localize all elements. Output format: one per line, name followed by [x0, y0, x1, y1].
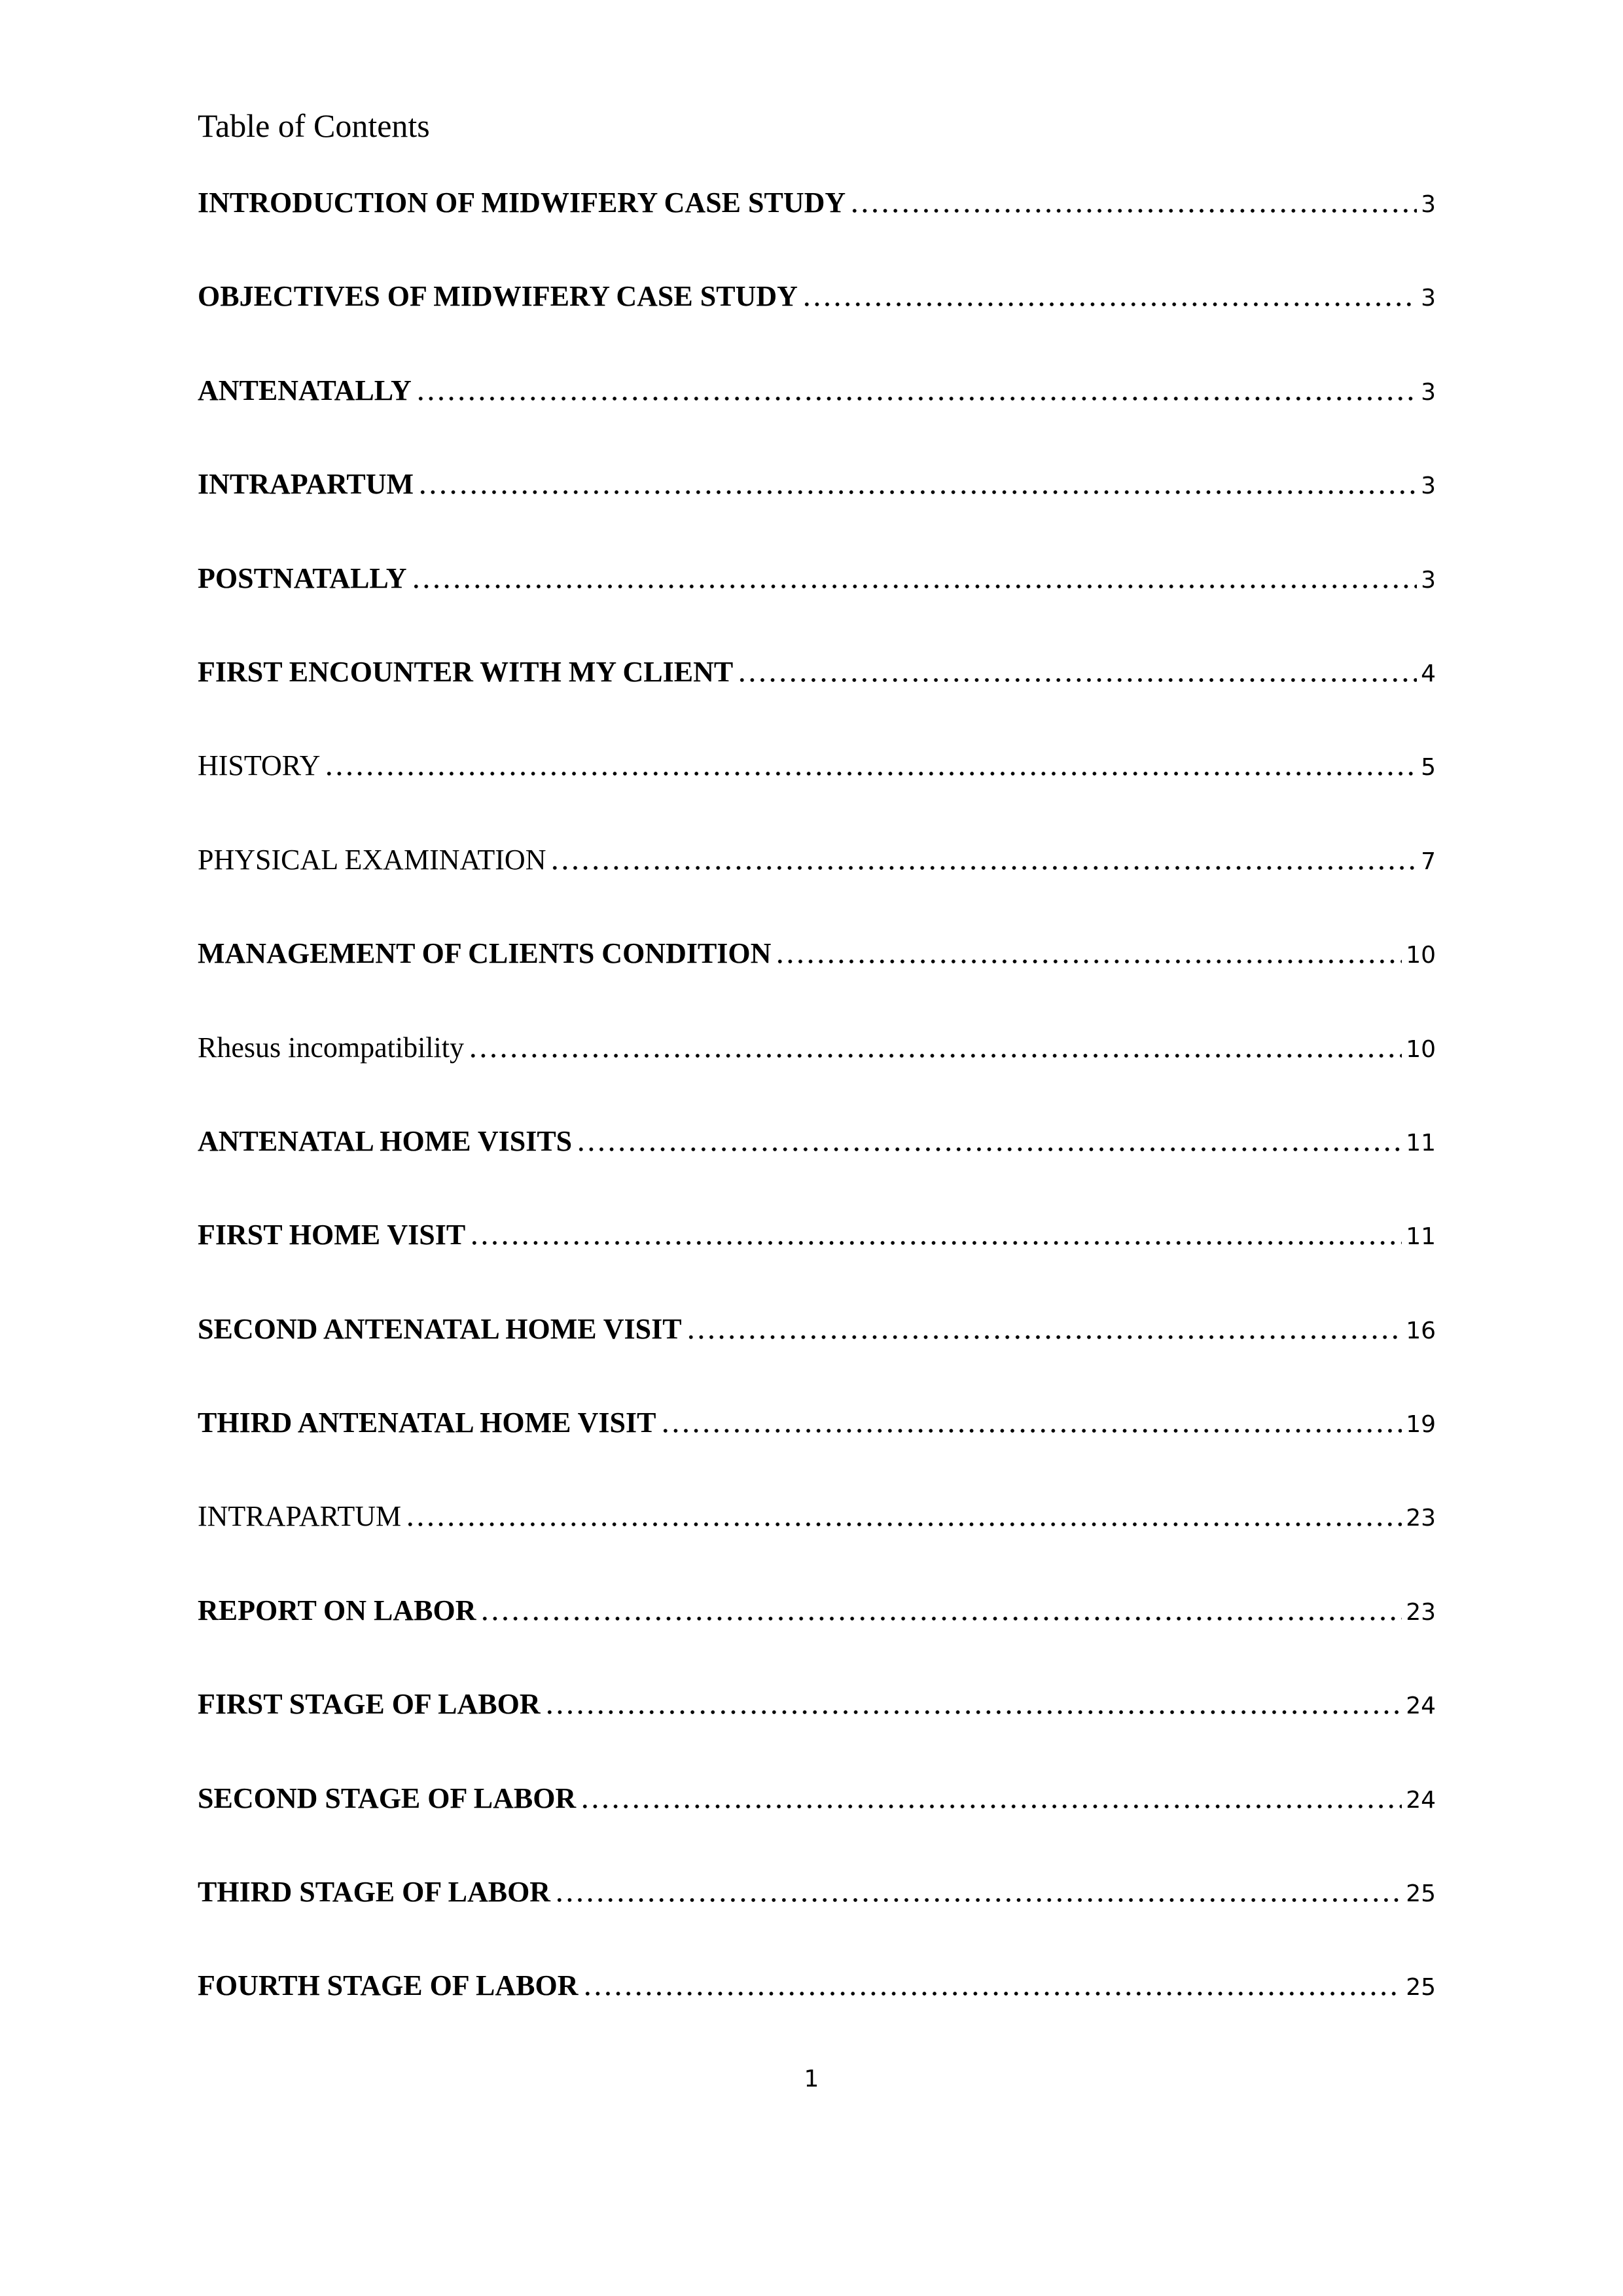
toc-entry-page: 7 — [1421, 848, 1436, 875]
dot-leader — [576, 1139, 1402, 1152]
toc-entry[interactable] — [198, 1591, 1436, 1685]
toc-entry-page: 11 — [1406, 1223, 1436, 1251]
toc-entry-label: SECOND ANTENATAL HOME VISIT — [198, 1312, 682, 1345]
dot-leader — [660, 1420, 1402, 1433]
toc-entry[interactable] — [198, 1497, 1436, 1590]
toc-entry-label: ANTENATALLY — [198, 374, 412, 406]
toc-entry-label: FIRST HOME VISIT — [198, 1219, 466, 1251]
dot-leader — [737, 670, 1417, 683]
toc-entry-label: OBJECTIVES OF MIDWIFERY CASE STUDY — [198, 280, 798, 313]
toc-entry-page: 24 — [1406, 1693, 1436, 1720]
dot-leader — [480, 1608, 1402, 1621]
toc-entry-label: SECOND STAGE OF LABOR — [198, 1782, 577, 1814]
dot-leader — [469, 1232, 1402, 1246]
toc-entry[interactable] — [198, 1779, 1436, 1873]
toc-entry-page: 24 — [1406, 1786, 1436, 1814]
toc-entry[interactable] — [198, 1122, 1436, 1215]
toc-entry-label: FIRST ENCOUNTER WITH MY CLIENT — [198, 655, 734, 688]
toc-entry[interactable] — [198, 371, 1436, 465]
toc-entry[interactable] — [198, 465, 1436, 558]
toc-entry-label: MANAGEMENT OF CLIENTS CONDITION — [198, 937, 772, 970]
toc-list — [198, 183, 1436, 2060]
dot-leader — [686, 1327, 1402, 1340]
toc-entry-page: 3 — [1421, 378, 1436, 406]
toc-entry-label: FOURTH STAGE OF LABOR — [198, 1969, 579, 2002]
toc-entry-page: 3 — [1421, 285, 1436, 312]
toc-entry[interactable] — [198, 1873, 1436, 1966]
toc-entry[interactable] — [198, 183, 1436, 277]
toc-entry[interactable] — [198, 1966, 1436, 2060]
toc-entry-label: HISTORY — [198, 749, 321, 782]
toc-entry-page: 23 — [1406, 1598, 1436, 1626]
toc-entry-page: 10 — [1406, 942, 1436, 969]
toc-entry-label: POSTNATALLY — [198, 562, 407, 594]
toc-entry[interactable] — [198, 746, 1436, 840]
toc-entry[interactable] — [198, 934, 1436, 1028]
toc-entry-label: FIRST STAGE OF LABOR — [198, 1688, 541, 1721]
toc-entry-label: INTRAPARTUM — [198, 1500, 402, 1533]
toc-entry-page: 4 — [1421, 660, 1436, 687]
dot-leader — [582, 1983, 1402, 1996]
dot-leader — [544, 1702, 1402, 1715]
toc-entry[interactable] — [198, 1403, 1436, 1497]
toc-entry[interactable] — [198, 840, 1436, 934]
toc-entry-label: Rhesus incompatibility — [198, 1031, 464, 1064]
dot-leader — [849, 200, 1417, 213]
toc-entry[interactable] — [198, 1310, 1436, 1403]
toc-entry-page: 5 — [1421, 754, 1436, 781]
toc-entry-label: INTRAPARTUM — [198, 468, 414, 501]
toc-entry-page: 19 — [1406, 1411, 1436, 1439]
toc-entry[interactable] — [198, 277, 1436, 370]
dot-leader — [554, 1890, 1402, 1903]
toc-entry-page: 3 — [1421, 566, 1436, 594]
dot-leader — [411, 576, 1418, 589]
toc-entry-page: 11 — [1406, 1129, 1436, 1157]
toc-entry-label: PHYSICAL EXAMINATION — [198, 843, 546, 876]
toc-entry[interactable] — [198, 1215, 1436, 1309]
dot-leader — [580, 1796, 1402, 1809]
toc-entry-label: THIRD STAGE OF LABOR — [198, 1876, 551, 1909]
toc-entry-page: 23 — [1406, 1505, 1436, 1532]
toc-entry[interactable] — [198, 1028, 1436, 1122]
toc-entry-page: 3 — [1421, 191, 1436, 218]
toc-entry-label: THIRD ANTENATAL HOME VISIT — [198, 1407, 656, 1439]
dot-leader — [802, 294, 1417, 307]
toc-entry-page: 25 — [1406, 1880, 1436, 1908]
toc-heading: Table of Contents — [198, 107, 430, 144]
dot-leader — [418, 482, 1417, 495]
toc-entry-label: REPORT ON LABOR — [198, 1594, 476, 1626]
dot-leader — [416, 388, 1417, 401]
dot-leader — [324, 763, 1417, 776]
toc-entry[interactable] — [198, 559, 1436, 653]
dot-leader — [775, 951, 1402, 964]
dot-leader — [405, 1514, 1402, 1527]
toc-entry-label: INTRODUCTION OF MIDWIFERY CASE STUDY — [198, 187, 846, 219]
toc-entry-page: 10 — [1406, 1035, 1436, 1063]
toc-entry[interactable] — [198, 653, 1436, 746]
toc-entry-page: 16 — [1406, 1317, 1436, 1344]
toc-entry-label: ANTENATAL HOME VISITS — [198, 1124, 573, 1157]
toc-entry-page: 25 — [1406, 1974, 1436, 2001]
toc-entry-page: 3 — [1421, 473, 1436, 500]
dot-leader — [468, 1045, 1402, 1058]
toc-entry[interactable] — [198, 1685, 1436, 1778]
dot-leader — [550, 857, 1417, 870]
page-number: 1 — [804, 2066, 819, 2092]
